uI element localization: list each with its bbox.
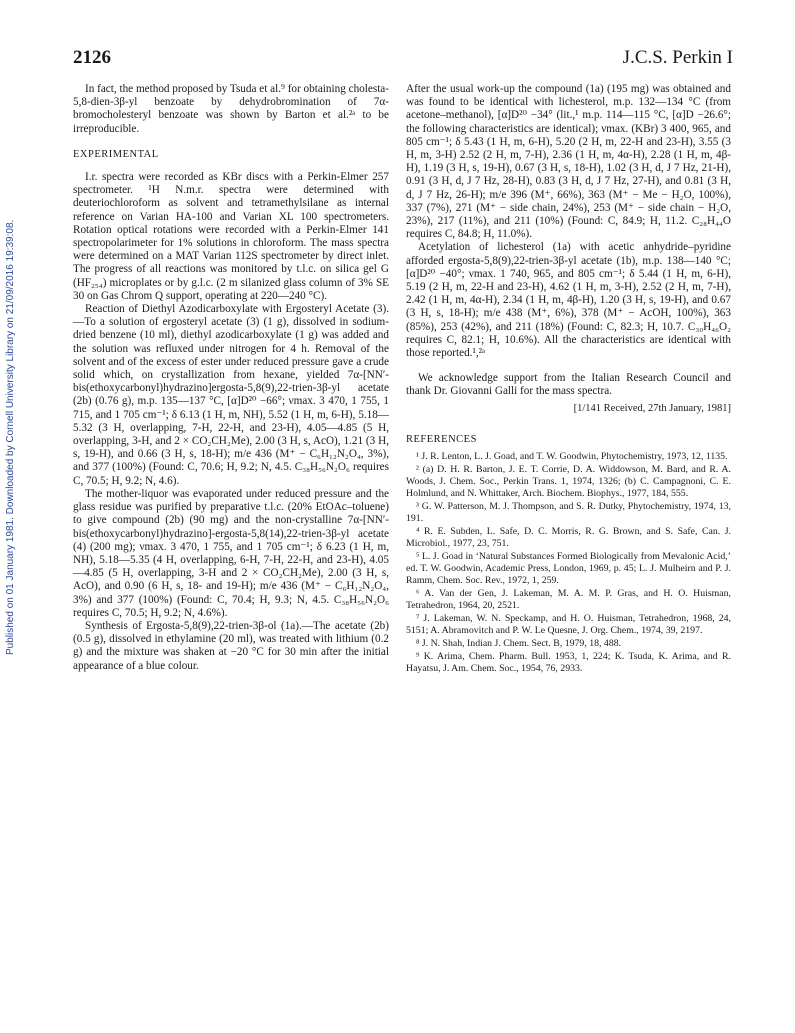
journal-title: J.C.S. Perkin I — [622, 47, 733, 68]
reference-item: ³ G. W. Patterson, M. J. Thompson, and S. R. Dutky, Phytochemistry, 1974, 13, 191. — [406, 501, 731, 525]
page-header — [73, 47, 733, 71]
reference-item: ⁹ K. Arima, Chem. Pharm. Bull. 1953, 1, 224; K. Tsuda, K. Arima, and R. Hayatsu, J. Am. Chem. Soc., 1954, 76, 2933. — [406, 651, 731, 675]
acetylation-paragraph: Acetylation of lichesterol (1a) with acetic anhydride–pyridine afforded ergosta-5,8(9),22-trien-3β-yl acetate (1b), m.p. 138—140 °C; [α]D²⁰ −40°; νmax. 1 740, 965, and 805 cm⁻¹; δ 5.44 (1 H, m, 6-H), 5.19 (2 H, m, 22-H and 23-H), 4.62 (1 H, m, 3-H), 2.52 (2 H, m, 7-H), 2.42 (1 H, m, 4α-H), 2.34 (1 H, m, 4β-H), 1.20 (3 H, s, 19-H), and 0.67 (3 H, s, 18-H); m/e 438 (M⁺, 6%), 378 (M⁺ − AcOH, 100%), 363 (85%), 253 (42%), and 211 (18%) (Found: C, 82.3; H, 10.7. C₃₀H₄₆O₂ requires C, 82.1; H, 10.6%). All the characteristics are identical with those reported.¹,²ᵃ — [406, 241, 731, 360]
acknowledgement-paragraph: We acknowledge support from the Italian Research Council and thank Dr. Giovanni Galli for the mass spectra. — [406, 372, 731, 398]
page-number: 2126 — [73, 47, 111, 68]
received-date: [1/141 Received, 27th January, 1981] — [573, 402, 731, 414]
reference-item: ¹ J. R. Lenton, L. J. Goad, and T. W. Goodwin, Phytochemistry, 1973, 12, 1135. — [416, 451, 728, 463]
reaction-paragraph: Reaction of Diethyl Azodicarboxylate with Ergosteryl Acetate (3).—To a solution of ergosteryl acetate (3) (1 g), dissolved in sodium-dried benzene (10 ml), diethyl azodicarboxylate (1 g) was added and the solution was refluxed under nitrogen for 4 h. Removal of the solvent and of the excess of ester under reduced pressure gave a crude solid which, on crystallization from hexane, yielded 7α-[NN′-bis(ethoxycarbonyl)hydrazino]ergosta-5,8(9),22-trien-3β-yl acetate (2b) (0.76 g), m.p. 135—137 °C, [α]D²⁰ −66°; νmax. 3 470, 1 755, 1 715, and 1 705 cm⁻¹; δ 6.13 (1 H, m, NH), 5.52 (1 H, m, 6-H), 5.18—5.32 (3 H, overlapping, 7-H, 22-H, and 23-H), 4.05—4.85 (5 H, overlapping, 3-H, and 2 × CO₂CH₂Me), 2.00 (3 H, s, AcO), 1.21 (3 H, s, 19-H), and 0.66 (3 H, s, 18-H); m/e 436 (M⁺ − C₆H₁₂N₂O₄, 3%), and 377 (100%) (Found: C, 70.6; H, 9.2; N, 4.5. C₃₈H₅₆N₂O₆ requires C, 70.5; H, 9.2; N, 4.6). — [73, 303, 389, 487]
intro-paragraph: In fact, the method proposed by Tsuda et al.⁹ for obtaining cholesta-5,8-dien-3β-yl benzoate by dehydrobromination of 7α-bromocholesteryl benzoate was shown by Barton et al.²ᵃ to be irreproducible. — [73, 83, 389, 135]
synthesis-paragraph: Synthesis of Ergosta-5,8(9),22-trien-3β-ol (1a).—The acetate (2b) (0.5 g), dissolved in ethylamine (20 ml), was treated with lithium (0.2 g) and the mixture was shaken at −20 °C for 30 min after the initial appearance of a blue colour. — [73, 619, 389, 672]
reference-item: ⁶ A. Van der Gen, J. Lakeman, M. A. M. P. Gras, and H. O. Huisman, Tetrahedron, 1964, 20, 2521. — [406, 588, 731, 612]
reference-item: ⁴ R. E. Subden, L. Safe, D. C. Morris, R. G. Brown, and S. Safe, Can. J. Microbiol., 1977, 23, 751. — [406, 526, 731, 550]
mother-liquor-paragraph: The mother-liquor was evaporated under reduced pressure and the glass residue was purified by preparative t.l.c. (20% EtOAc–toluene) to give compound (2b) (90 mg) and the non-crystalline 7α-[NN′-bis(ethoxycarbonyl)hydrazino]-ergosta-5,8(14),22-trien-3β-yl acetate (4) (200 mg); νmax. 3 470, 1 755, and 1 705 cm⁻¹; δ 6.23 (1 H, m, NH), 5.18—5.35 (4 H, overlapping, 6-H, 7-H, 22-H, and 23-H), 4.05—4.85 (5 H, overlapping, 3-H and 2 × CO₂CH₂Me), 2.00 (3 H, s, AcO), and 0.90 (6 H, s, 18- and 19-H); m/e 436 (M⁺ − C₆H₁₂N₂O₄, 3%) and 377 (100%) (Found: C, 70.4; H, 9.3; N, 4.5. C₃₈H₅₆N₂O₆ requires C, 70.5; H, 9.2; N, 4.6%). — [73, 487, 389, 619]
references-heading: REFERENCES — [406, 433, 477, 445]
reference-item: ² (a) D. H. R. Barton, J. E. T. Corrie, D. A. Widdowson, M. Bard, and R. A. Woods, J. Chem. Soc., Perkin Trans. 1, 1974, 1326; (b) C. Campagnoni, C. E. Holmlund, and N. Whittaker, Arch. Biochem. Biophys., 1977, 184, 555. — [406, 464, 731, 500]
experimental-heading: EXPERIMENTAL — [73, 148, 159, 160]
spacer — [406, 360, 731, 372]
experimental-paragraph: I.r. spectra were recorded as KBr discs with a Perkin-Elmer 257 spectrometer. ¹H N.m.r. spectra were determined with deuteriochloroform as solvent and tetramethylsilane as internal reference on Varian HA-100 and Varian XL 100 spectrometers. Rotation optical rotations were recorded with a Perkin-Elmer 141 spectropolarimeter for 1% solutions in chloroform. The mass spectra were determined on a MAT Varian 112S spectrometer by direct inlet. The progress of all reactions was monitored by t.l.c. on silica gel G (HF₂₅₄) microplates or by g.l.c. (2 m silanized glass column of 3% SE 30 on Gas Chrom Q support, operating at 220—240 °C). — [73, 171, 389, 302]
provenance-sidebar: Published on 01 January 1981. Downloaded by Cornell University Library on 21/09/2016 19:39:08. — [5, 219, 16, 655]
reference-item: ⁷ J. Lakeman, W. N. Speckamp, and H. O. Huisman, Tetrahedron, 1968, 24, 5151; A. Abramovitch and P. W. Le Quesne, J. Org. Chem., 1974, 39, 2197. — [406, 613, 731, 637]
left-column — [73, 83, 389, 673]
reference-item: ⁸ J. N. Shah, Indian J. Chem. Sect. B, 1979, 18, 488. — [416, 638, 622, 650]
reference-item: ⁵ L. J. Goad in ‘Natural Substances Formed Biologically from Mevalonic Acid,’ ed. T. W. Goodwin, Academic Press, London, 1969, p. 45; L. J. Mulheirn and P. J. Ramm, Chem. Soc. Rev., 1972, 1, 259. — [406, 551, 731, 587]
workup-paragraph: After the usual work-up the compound (1a) (195 mg) was obtained and was found to be identical with lichesterol, m.p. 132—134 °C (from acetone–methanol), [α]D²⁰ −34° (lit.,¹ m.p. 114—115 °C, [α]D −26.6°; the following characteristics are identical); νmax. (KBr) 3 400, 965, and 805 cm⁻¹; δ 5.43 (1 H, m, 6-H), 5.20 (2 H, m, 22-H and 23-H), 3.55 (3 H, m, 3-H) 2.52 (2 H, m, 7-H), 2.36 (1 H, m, 4α-H), 2.28 (1 H, m, 4β-H), 1.19 (3 H, s, 19-H), 0.67 (3 H, s, 18-H), 1.02 (3 H, d, J 7 Hz, 21-H), 0.91 (3 H, d, J 7 Hz, 28-H), 0.83 (3 H, d, J 7 Hz, 27-H), and 0.81 (3 H, d, J 7 Hz, 26-H); m/e 396 (M⁺, 66%), 363 (M⁺ − Me − H₂O, 100%), 337 (7%), 271 (M⁺ − side chain, 24%), 253 (M⁺ − side chain − H₂O, 23%), 217 (11%), and 211 (10%) (Found: C, 84.9; H, 11.2. C₂₈H₄₄O requires C, 84.8; H, 11.0%). — [406, 83, 731, 241]
right-column — [406, 83, 731, 676]
